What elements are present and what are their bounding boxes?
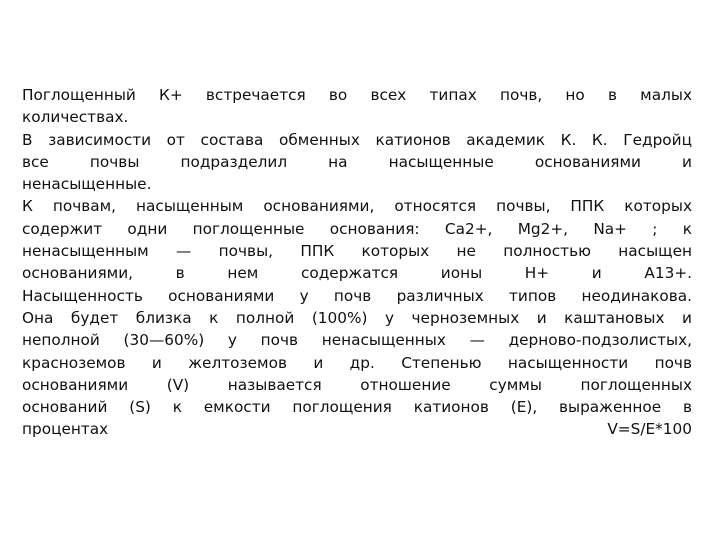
text-line-15: оснований (S) к емкости поглощения катионов (Е), выраженное в: [22, 398, 692, 417]
text-line-12: неполной (30—60%) у почв ненасыщенных — дерново-подзолистых,: [22, 331, 692, 350]
text-line-9: основаниями, в нем содержатся ионы Н+ и А13+.: [22, 264, 692, 283]
text-block: [22, 84, 692, 441]
text-line-10: Насыщенность основаниями у почв различных типов неодинакова.: [22, 286, 692, 305]
text-line-5: ненасыщенные.: [22, 175, 152, 194]
text-line-2: количествах.: [22, 108, 129, 127]
text-line-4: все почвы подразделил на насыщенные основаниями и: [22, 152, 692, 171]
final-line: [22, 418, 692, 440]
text-line-8: ненасыщенным — почвы, ППК которых не полностью насыщен: [22, 242, 692, 261]
text-line-16: процентах: [22, 420, 109, 439]
text-line-11: Она будет близка к полной (100%) у черноземных и каштановых и: [22, 308, 692, 327]
text-line-3: В зависимости от состава обменных катионов академик К. К. Гедройц: [22, 130, 692, 149]
text-line-1: Поглощенный К+ встречается во всех типах почв, но в малых: [22, 86, 692, 104]
text-line-7: содержит одни поглощенные основания: Са2+, Mg2+, Na+ ; к: [22, 219, 692, 238]
text-line-13: красноземов и желтоземов и др. Степенью насыщенности почв: [22, 353, 692, 372]
text-line-14: основаниями (V) называется отношение суммы поглощенных: [22, 375, 692, 394]
text-line-6: К почвам, насыщенным основаниями, относятся почвы, ППК которых: [22, 197, 692, 216]
formula: V=S/E*100: [607, 420, 692, 439]
